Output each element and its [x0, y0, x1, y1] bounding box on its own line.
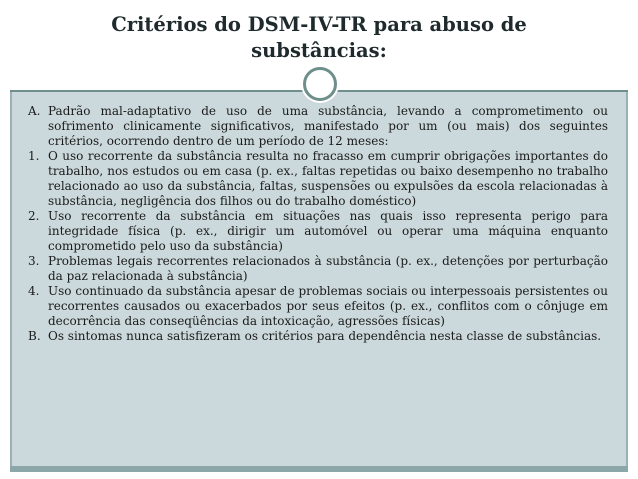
item-marker: 3.: [28, 254, 40, 268]
item-text: Os sintomas nunca satisfizeram os critérios para dependência nesta classe de substâncias.: [48, 329, 602, 343]
bottom-bar: [10, 466, 628, 472]
criteria-item-b: [28, 329, 608, 344]
slide-title-line1: Critérios do DSM-IV-TR para abuso de: [111, 13, 527, 36]
decorative-circle-icon: [303, 67, 337, 101]
slide-title-line2: substâncias:: [251, 39, 387, 62]
item-text: Problemas legais recorrentes relacionados à substância (p. ex., detenções por perturbação da paz relacionada à substância): [48, 254, 608, 283]
item-text: Uso recorrente da substância em situações nas quais isso representa perigo para integridade física (p. ex., dirigir um automóvel ou operar uma máquina enquanto comprometido pelo uso da substância): [48, 209, 608, 253]
item-text: O uso recorrente da substância resulta no fracasso em cumprir obrigações importantes do trabalho, nos estudos ou em casa (p. ex., faltas repetidas ou baixo desempenho no trabalho relacionado ao uso da substância, faltas, suspensões ou expulsões da escola relacionadas à substância, negligência dos filhos ou do trabalho doméstico): [48, 149, 608, 208]
item-marker: 1.: [28, 149, 40, 163]
criteria-list: [28, 104, 608, 344]
item-marker: B.: [28, 329, 41, 343]
criteria-item-a: [28, 104, 608, 149]
criteria-item-3: [28, 254, 608, 284]
criteria-item-1: [28, 149, 608, 209]
criteria-item-2: [28, 209, 608, 254]
item-marker: 4.: [28, 284, 40, 298]
slide-title: [10, 12, 628, 64]
criteria-item-4: [28, 284, 608, 329]
item-marker: 2.: [28, 209, 40, 223]
item-text: Padrão mal-adaptativo de uso de uma substância, levando a comprometimento ou sofrimento clinicamente significativos, manifestado por um (ou mais) dos seguintes critérios, ocorrendo dentro de um período de 12 meses:: [48, 104, 608, 148]
item-marker: A.: [28, 104, 41, 118]
item-text: Uso continuado da substância apesar de problemas sociais ou interpessoais persistentes ou recorrentes causados ou exacerbados por seus efeitos (p. ex., conflitos com o cônjuge em decorrência das conseqüências da intoxicação, agressões físicas): [48, 284, 608, 328]
